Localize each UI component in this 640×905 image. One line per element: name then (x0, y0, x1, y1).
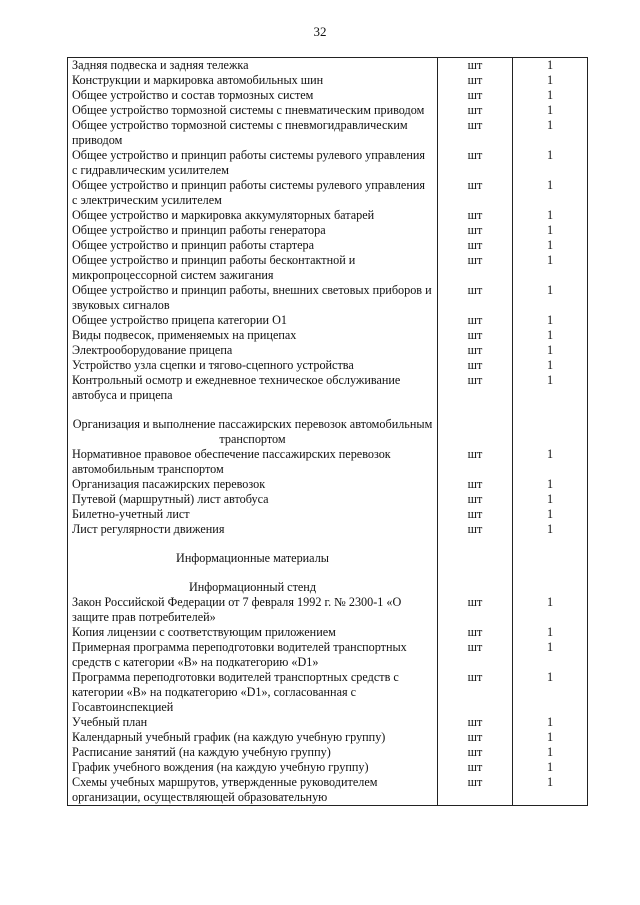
item-unit: шт (438, 283, 513, 313)
section-heading: Организация и выполнение пассажирских перевозок автомобильным транспортом (68, 417, 438, 447)
item-name: Закон Российской Федерации от 7 февраля 1992 г. № 2300-1 «О защите прав потребителей» (68, 595, 438, 625)
table-row (68, 507, 588, 522)
item-quantity: 1 (513, 373, 588, 403)
table-row (68, 208, 588, 223)
item-quantity: 1 (513, 625, 588, 640)
section-heading: Информационные материалы (68, 551, 438, 566)
table-row (68, 58, 588, 74)
table-row (68, 492, 588, 507)
empty-cell (68, 403, 438, 417)
item-unit: шт (438, 715, 513, 730)
item-quantity: 1 (513, 223, 588, 238)
table-row (68, 670, 588, 715)
item-quantity: 1 (513, 670, 588, 715)
item-quantity: 1 (513, 358, 588, 373)
equipment-table (67, 57, 588, 806)
item-unit: шт (438, 58, 513, 74)
item-name: Организация пасажирских перевозок (68, 477, 438, 492)
section-heading-row (68, 551, 588, 566)
item-name: Общее устройство и состав тормозных систем (68, 88, 438, 103)
page-number: 32 (313, 24, 327, 39)
table-row (68, 73, 588, 88)
table-row (68, 328, 588, 343)
item-unit: шт (438, 118, 513, 148)
table-row (68, 640, 588, 670)
item-unit: шт (438, 238, 513, 253)
table-row (68, 625, 588, 640)
item-quantity: 1 (513, 148, 588, 178)
empty-cell (513, 537, 588, 551)
item-unit: шт (438, 745, 513, 760)
table-row (68, 730, 588, 745)
item-name: График учебного вождения (на каждую учебную группу) (68, 760, 438, 775)
item-quantity: 1 (513, 477, 588, 492)
table-row (68, 103, 588, 118)
item-name: Программа переподготовки водителей транспортных средств с категории «В» на подкатегорию «D1», согласованная с Госавтоинспекцией (68, 670, 438, 715)
item-quantity: 1 (513, 88, 588, 103)
item-unit: шт (438, 343, 513, 358)
item-unit: шт (438, 492, 513, 507)
item-unit: шт (438, 358, 513, 373)
item-quantity: 1 (513, 715, 588, 730)
table-row (68, 223, 588, 238)
item-quantity: 1 (513, 58, 588, 74)
item-unit: шт (438, 447, 513, 477)
item-quantity: 1 (513, 447, 588, 477)
item-quantity: 1 (513, 238, 588, 253)
item-quantity: 1 (513, 745, 588, 760)
item-name: Электрооборудование прицепа (68, 343, 438, 358)
item-name: Виды подвесок, применяемых на прицепах (68, 328, 438, 343)
item-name: Общее устройство и принцип работы стартера (68, 238, 438, 253)
item-unit: шт (438, 73, 513, 88)
item-quantity: 1 (513, 328, 588, 343)
item-quantity: 1 (513, 343, 588, 358)
section-heading: Информационный стенд (68, 580, 438, 595)
empty-cell (438, 537, 513, 551)
table-row (68, 238, 588, 253)
item-unit: шт (438, 328, 513, 343)
item-quantity: 1 (513, 253, 588, 283)
item-quantity: 1 (513, 775, 588, 806)
item-unit: шт (438, 595, 513, 625)
spacer-row (68, 566, 588, 580)
item-quantity: 1 (513, 103, 588, 118)
table-row (68, 253, 588, 283)
empty-cell (438, 417, 513, 447)
item-unit: шт (438, 640, 513, 670)
empty-cell (513, 551, 588, 566)
empty-cell (513, 566, 588, 580)
item-unit: шт (438, 223, 513, 238)
section-heading-row (68, 417, 588, 447)
table-row (68, 447, 588, 477)
item-quantity: 1 (513, 178, 588, 208)
item-name: Общее устройство и принцип работы бесконтактной и микропроцессорной систем зажигания (68, 253, 438, 283)
item-name: Путевой (маршрутный) лист автобуса (68, 492, 438, 507)
item-name: Общее устройство и принцип работы генератора (68, 223, 438, 238)
item-quantity: 1 (513, 118, 588, 148)
item-unit: шт (438, 730, 513, 745)
spacer-row (68, 403, 588, 417)
empty-cell (513, 403, 588, 417)
item-name: Учебный план (68, 715, 438, 730)
item-unit: шт (438, 670, 513, 715)
item-name: Общее устройство тормозной системы с пневмогидравлическим приводом (68, 118, 438, 148)
table-row (68, 118, 588, 148)
empty-cell (438, 566, 513, 580)
item-unit: шт (438, 88, 513, 103)
table-body (68, 58, 588, 806)
table-row (68, 343, 588, 358)
table-row (68, 715, 588, 730)
item-quantity: 1 (513, 640, 588, 670)
item-name: Общее устройство и принцип работы системы рулевого управления с электрическим усилителем (68, 178, 438, 208)
empty-cell (438, 403, 513, 417)
item-unit: шт (438, 178, 513, 208)
item-unit: шт (438, 208, 513, 223)
empty-cell (68, 537, 438, 551)
item-name: Контрольный осмотр и ежедневное техническое обслуживание автобуса и прицепа (68, 373, 438, 403)
item-name: Расписание занятий (на каждую учебную группу) (68, 745, 438, 760)
item-unit: шт (438, 373, 513, 403)
item-unit: шт (438, 313, 513, 328)
item-unit: шт (438, 507, 513, 522)
table-row (68, 358, 588, 373)
item-quantity: 1 (513, 760, 588, 775)
empty-cell (513, 580, 588, 595)
item-name: Задняя подвеска и задняя тележка (68, 58, 438, 74)
item-unit: шт (438, 775, 513, 806)
item-name: Лист регулярности движения (68, 522, 438, 537)
item-quantity: 1 (513, 522, 588, 537)
item-name: Общее устройство прицепа категории O1 (68, 313, 438, 328)
item-name: Общее устройство и принцип работы, внешних световых приборов и звуковых сигналов (68, 283, 438, 313)
empty-cell (513, 417, 588, 447)
item-name: Нормативное правовое обеспечение пассажирских перевозок автомобильным транспортом (68, 447, 438, 477)
table-row (68, 775, 588, 806)
table-row (68, 283, 588, 313)
table-row (68, 88, 588, 103)
item-quantity: 1 (513, 595, 588, 625)
item-unit: шт (438, 760, 513, 775)
item-quantity: 1 (513, 313, 588, 328)
table-row (68, 313, 588, 328)
table-row (68, 477, 588, 492)
item-name: Билетно-учетный лист (68, 507, 438, 522)
empty-cell (438, 580, 513, 595)
item-name: Копия лицензии с соответствующим приложением (68, 625, 438, 640)
item-name: Схемы учебных маршрутов, утвержденные руководителем организации, осуществляющей образовательную (68, 775, 438, 806)
item-name: Устройство узла сцепки и тягово-сцепного устройства (68, 358, 438, 373)
item-name: Общее устройство тормозной системы с пневматическим приводом (68, 103, 438, 118)
item-name: Общее устройство и принцип работы системы рулевого управления с гидравлическим усилителем (68, 148, 438, 178)
item-unit: шт (438, 103, 513, 118)
table-row (68, 178, 588, 208)
table-row (68, 522, 588, 537)
empty-cell (438, 551, 513, 566)
item-name: Общее устройство и маркировка аккумуляторных батарей (68, 208, 438, 223)
table-row (68, 760, 588, 775)
table-row (68, 148, 588, 178)
item-quantity: 1 (513, 730, 588, 745)
item-quantity: 1 (513, 507, 588, 522)
table-row (68, 745, 588, 760)
item-unit: шт (438, 522, 513, 537)
table-row (68, 595, 588, 625)
item-name: Календарный учебный график (на каждую учебную группу) (68, 730, 438, 745)
section-heading-row (68, 580, 588, 595)
item-unit: шт (438, 148, 513, 178)
item-name: Примерная программа переподготовки водителей транспортных средств с категории «В» на подкатегорию «D1» (68, 640, 438, 670)
item-quantity: 1 (513, 283, 588, 313)
item-unit: шт (438, 477, 513, 492)
item-quantity: 1 (513, 492, 588, 507)
item-quantity: 1 (513, 208, 588, 223)
item-unit: шт (438, 253, 513, 283)
item-name: Конструкции и маркировка автомобильных шин (68, 73, 438, 88)
empty-cell (68, 566, 438, 580)
item-quantity: 1 (513, 73, 588, 88)
item-unit: шт (438, 625, 513, 640)
table-row (68, 373, 588, 403)
spacer-row (68, 537, 588, 551)
